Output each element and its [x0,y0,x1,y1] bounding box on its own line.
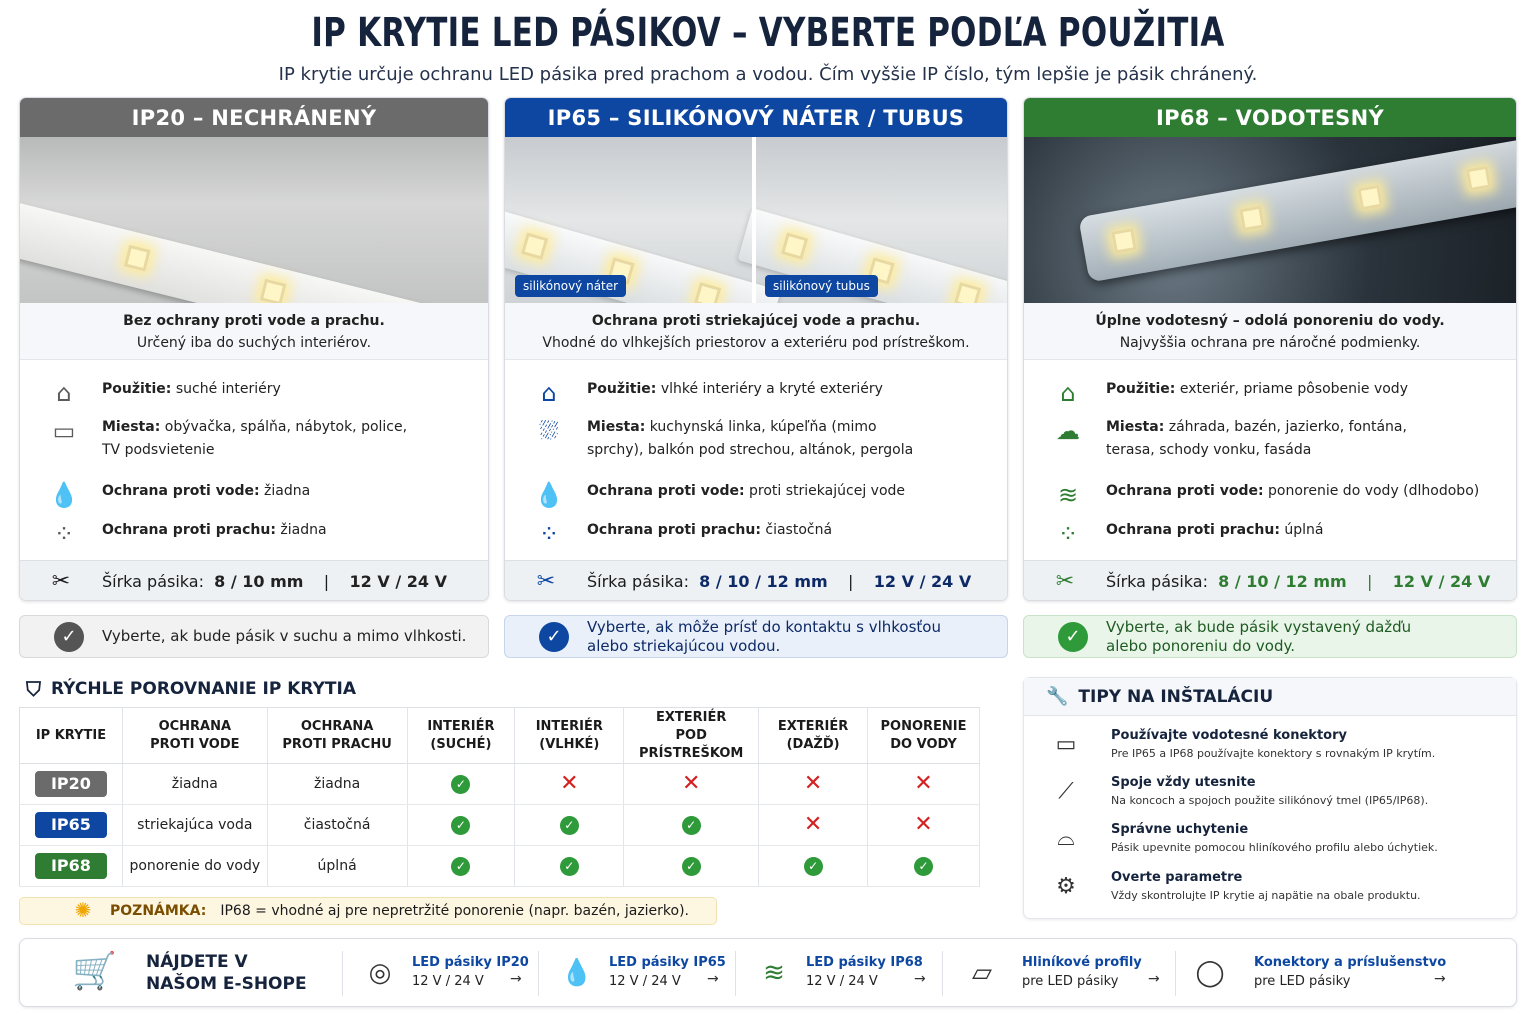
install-tips-panel [1023,677,1517,919]
check-icon: ✓ [451,857,470,876]
eshop-link-ip68[interactable] [754,953,924,995]
ip65-desc-line2: Vhodné do vlhkejších priestorov a exteriéru pod prístreškom. [542,335,970,351]
eshop-link-subtitle: 12 V / 24 V [609,974,681,989]
tv-icon: ▭ [52,417,76,445]
table-cell [624,846,759,887]
ip65-dust-label: Ochrana proti prachu: [587,522,761,538]
ip68-width-row [1024,560,1516,601]
ip20-desc-line2: Určený iba do suchých interiérov. [136,335,372,351]
column-header: OCHRANA PROTI PRACHU [267,708,407,764]
ip20-width-value: 8 / 10 mm [214,572,304,591]
check-icon: ✓ [560,857,579,876]
shopping-cart-icon: 🛒 [72,951,117,992]
ip65-tag-tube: silikónový tubus [765,275,878,297]
eshop-link-title[interactable]: Konektory a príslušenstvo [1254,955,1447,970]
table-row [20,764,980,805]
ip65-desc-line1: Ochrana proti striekajúcej vode a prachu. [591,313,921,329]
connector-roll-icon: ◯ [1195,958,1225,988]
ip68-desc-line2: Najvyššia ochrana pre náročné podmienky. [1119,335,1421,351]
ip65-card-title: IP65 – SILIKÓNOVÝ NÁTER / TUBUS [505,98,1007,137]
eshop-link-title[interactable]: LED pásiky IP68 [806,955,923,970]
check-icon: ✓ [1058,622,1088,652]
check-icon: ✓ [682,857,701,876]
ip65-tag-coating: silikónový náter [515,275,626,297]
rain-cloud-icon: ☁ [1056,417,1080,445]
compare-heading [26,677,356,701]
width-icon: ✂ [1055,569,1075,594]
house-icon: ⌂ [56,379,72,407]
table-cell [868,764,980,805]
ip68-description [1024,303,1516,360]
table-cell [515,846,624,887]
ip-badge: IP65 [35,812,107,838]
tip-text: Pre IP65 a IP68 používajte konektory s rovnakým IP krytím. [1111,747,1436,760]
table-row [20,846,980,887]
ip20-use-label: Použitie: [102,381,172,397]
column-header: EXTERIÉR (DAŽĎ) [759,708,868,764]
ip65-selection-line1: Vyberte, ak môže prísť do kontaktu s vlhkosťou [587,617,941,636]
comparison-table [19,707,980,887]
table-cell [624,805,759,846]
connector-icon: ▭ [1055,732,1077,757]
ip65-water-value: proti striekajúcej vode [744,483,906,499]
house-icon: ⌂ [1060,379,1076,407]
ip20-use-value: suché interiéry [171,381,281,397]
dust-icon: ⁘ [538,520,560,548]
ip20-water-value: žiadna [259,483,311,499]
ip20-water-label: Ochrana proti vode: [102,483,260,499]
submerge-icon: ≋ [763,958,785,988]
dust-icon: ⁘ [53,520,75,548]
eshop-link-subtitle: 12 V / 24 V [806,974,878,989]
column-header: INTERIÉR (VLHKÉ) [515,708,624,764]
ip20-places-value: obývačka, spálňa, nábytok, police, TV podsvietenie [102,419,408,458]
table-cell: ponorenie do vody [122,846,267,887]
table-cell [515,764,624,805]
eshop-link-subtitle: pre LED pásiky [1254,974,1351,989]
page-subtitle: IP krytie určuje ochranu LED pásika pred prachom a vodou. Čím vyššie IP číslo, tým lepšie je pásik chránený. [278,64,1258,85]
ip65-width-label: Šírka pásika: [587,572,689,591]
ip68-places-value: záhrada, bazén, jazierko, fontána, terasa, schody vonku, fasáda [1106,419,1407,458]
tip-text: Vždy skontrolujte IP krytie aj napätie na obale produktu. [1111,889,1421,902]
column-header: OCHRANA PROTI VODE [122,708,267,764]
cross-icon: ✕ [803,771,823,796]
arrow-right-icon[interactable]: → [1148,971,1160,987]
ip20-selection-hint [19,615,489,658]
width-icon: ✂ [51,569,71,594]
ip20-desc-line1: Bez ochrany proti vode a prachu. [123,313,385,329]
ip65-description [505,303,1007,360]
ip20-card [19,97,489,601]
eshop-link-title[interactable]: Hliníkové profily [1022,955,1142,970]
ip65-width-row [505,560,1007,601]
ip20-dust-value: žiadna [275,522,327,538]
ip68-dust-label: Ochrana proti prachu: [1106,522,1280,538]
ip68-desc-line1: Úplne vodotesný – odolá ponoreniu do vody. [1095,313,1445,329]
water-drop-icon: 💧 [49,481,79,509]
note-label: POZNÁMKA: [110,903,207,919]
ip20-card-title: IP20 – NECHRÁNENÝ [20,98,488,137]
table-cell [759,764,868,805]
tip-title: Používajte vodotesné konektory [1111,728,1347,743]
eshop-link-ip65[interactable] [557,953,727,995]
ip20-width-label: Šírka pásika: [102,572,204,591]
arrow-right-icon[interactable]: → [1434,971,1446,987]
gear-icon: ⚙ [1056,874,1076,899]
aluminum-profile-icon: ▱ [972,958,992,988]
splash-icon: 💧 [560,958,594,988]
cross-icon: ✕ [681,771,701,796]
ip65-card [504,97,1008,601]
ip65-use-value: vlhké interiéry a kryté exteriéry [656,381,883,397]
eshop-title-line1: NÁJDETE V [146,952,248,972]
tip-text: Na koncoch a spojoch použite silikónový tmel (IP65/IP68). [1111,794,1429,807]
shower-icon: ⛆ [539,417,559,445]
ip68-width-value: 8 / 10 / 12 mm [1218,572,1347,591]
arrow-right-icon[interactable]: → [510,971,522,987]
tip-title: Overte parametre [1111,870,1243,885]
eshop-link-title[interactable]: LED pásiky IP20 [412,955,529,970]
ip65-dust-value: čiastočná [760,522,833,538]
eshop-bar [19,938,1517,1007]
column-header: EXTERIÉR POD PRÍSTREŠKOM [624,708,759,764]
ip68-card-title: IP68 – VODOTESNÝ [1024,98,1516,137]
ip20-dust-label: Ochrana proti prachu: [102,522,276,538]
dry-strip-icon: ◎ [368,958,392,988]
check-icon: ✓ [54,622,84,652]
ip68-photo [1024,137,1516,303]
ip68-places-label: Miesta: [1106,419,1165,435]
ip68-selection-line2: alebo ponoreniu do vody. [1106,636,1296,655]
ip20-places-label: Miesta: [102,419,161,435]
check-icon: ✓ [804,857,823,876]
table-cell: čiastočná [267,805,407,846]
table-row [20,805,980,846]
dust-icon: ⁘ [1057,520,1079,548]
ip68-voltage: 12 V / 24 V [1392,572,1491,591]
note-bar [19,897,717,925]
wrench-icon: 🔧 [1046,686,1069,707]
table-cell [407,764,515,805]
eshop-title [146,951,307,995]
arrow-right-icon[interactable]: → [707,971,719,987]
table-cell [868,805,980,846]
table-cell: žiadna [267,764,407,805]
ip68-card [1023,97,1517,601]
ip65-water-label: Ochrana proti vode: [587,483,745,499]
lightbulb-icon: ✺ [74,898,92,922]
cross-icon: ✕ [560,771,579,796]
ip68-water-label: Ochrana proti vode: [1106,483,1264,499]
ip20-description [20,303,488,360]
ip65-places-value: kuchynská linka, kúpeľňa (mimo sprchy), balkón pod strechou, altánok, pergola [587,419,914,458]
column-header: INTERIÉR (SUCHÉ) [407,708,515,764]
sealant-icon: ⟋ [1058,779,1074,804]
eshop-title-line2: NAŠOM E-SHOPE [146,974,307,994]
eshop-link-subtitle: pre LED pásiky [1022,974,1119,989]
eshop-link-subtitle: 12 V / 24 V [412,974,484,989]
tip-text: Pásik upevnite pomocou hliníkového profilu alebo úchytiek. [1111,841,1438,854]
ip65-selection-line2: alebo striekajúcou vodou. [587,636,781,655]
ip68-selection-line1: Vyberte, ak bude pásik vystavený dažďu [1106,617,1412,636]
table-cell: žiadna [122,764,267,805]
tips-heading [1024,678,1516,716]
ip20-separator: | [323,572,330,591]
arrow-right-icon[interactable]: → [914,971,926,987]
ip20-selection-text: Vyberte, ak bude pásik v suchu a mimo vlhkosti. [102,627,467,645]
tip-title: Spoje vždy utesnite [1111,775,1256,790]
ip20-width-row [20,560,488,601]
check-icon: ✓ [451,775,470,794]
ip65-places-label: Miesta: [587,419,646,435]
water-waves-icon: ≋ [1057,481,1079,509]
ip65-separator: | [848,572,854,591]
cross-icon: ✕ [914,812,933,837]
cross-icon: ✕ [803,812,823,837]
ip20-photo [20,137,488,303]
note-text: IP68 = vhodné aj pre nepretržité ponorenie (napr. bazén, jazierko). [220,903,690,919]
eshop-link-connectors[interactable] [1190,953,1480,995]
house-icon: ⌂ [541,379,557,407]
ip65-selection-hint [504,615,1008,658]
ip-badge: IP68 [35,853,107,879]
eshop-link-title[interactable]: LED pásiky IP65 [609,955,726,970]
shield-check-icon: ⛉ [26,677,41,701]
ip65-width-value: 8 / 10 / 12 mm [699,572,828,591]
page-title: IP KRYTIE LED PÁSIKOV – VYBERTE PODĽA POUŽITIA [311,10,1225,56]
ip68-dust-value: úplná [1279,522,1324,538]
check-icon: ✓ [914,857,933,876]
eshop-link-ip20[interactable] [360,953,530,995]
table-cell [868,846,980,887]
check-icon: ✓ [682,816,701,835]
ip65-photo [505,137,1007,303]
ip68-separator: | [1367,572,1373,591]
table-cell: úplná [267,846,407,887]
table-body [20,764,980,887]
tips-title: TIPY NA INŠTALÁCIU [1078,686,1274,707]
check-icon: ✓ [560,816,579,835]
ip65-use-label: Použitie: [587,381,657,397]
ip68-water-value: ponorenie do vody (dlhodobo) [1263,483,1480,499]
check-icon: ✓ [539,622,569,652]
tip-title: Správne uchytenie [1111,822,1249,837]
eshop-link-profiles[interactable] [962,953,1162,995]
table-cell [515,805,624,846]
ip20-voltage: 12 V / 24 V [349,572,447,591]
compare-title: RÝCHLE POROVNANIE IP KRYTIA [51,679,356,699]
ip68-use-value: exteriér, priame pôsobenie vody [1175,381,1408,397]
cross-icon: ✕ [914,771,933,796]
column-header: IP KRYTIE [20,708,123,764]
ip-badge: IP20 [35,771,107,797]
width-icon: ✂ [536,569,556,594]
table-header-row [20,708,980,764]
mount-icon: ⌓ [1057,826,1075,851]
ip68-selection-hint [1023,615,1517,658]
ip68-use-label: Použitie: [1106,381,1176,397]
table-cell [759,805,868,846]
table-cell [624,764,759,805]
table-cell [759,846,868,887]
table-cell [407,846,515,887]
ip68-width-label: Šírka pásika: [1106,572,1208,591]
table-cell [407,805,515,846]
water-drop-icon: 💧 [534,481,564,509]
column-header: PONORENIE DO VODY [868,708,980,764]
table-cell: striekajúca voda [122,805,267,846]
check-icon: ✓ [451,816,470,835]
ip65-voltage: 12 V / 24 V [873,572,972,591]
